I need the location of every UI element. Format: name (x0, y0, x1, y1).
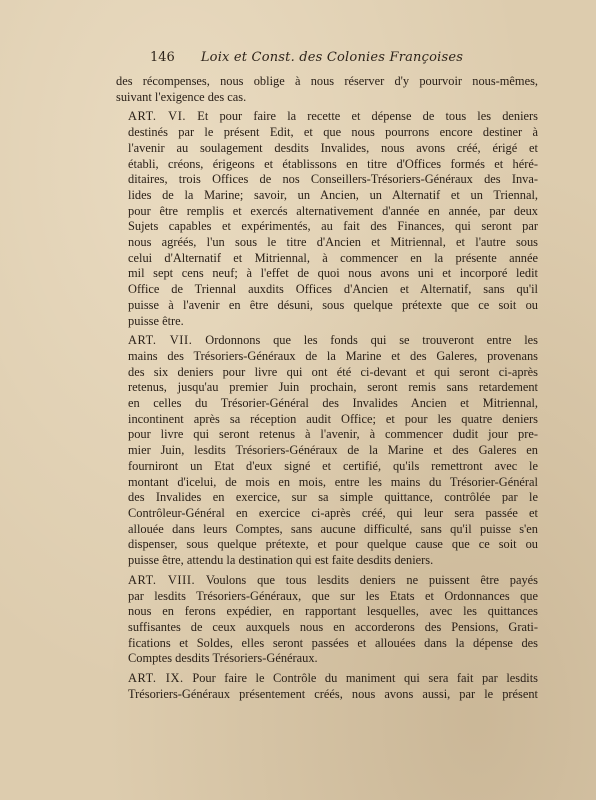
text-line: mains des Trésoriers-Généraux de la Marine et des Galeres, provenans (128, 348, 538, 363)
text-line: nous agréés, l'un sous le titre d'Ancien et Mitriennal, et l'autre sous (128, 235, 538, 250)
text-line: retenus, jusqu'au premier Juin prochain, seront remis sans retardement (128, 380, 538, 395)
text-line: Comptes desdits Trésoriers-Généraux. (128, 651, 318, 666)
text-line: des Invalides en exercice, sur sa simple quittance, contrôlée par le (128, 490, 538, 505)
text-line: Contrôleur-Général en exercice ci-après créé, qui leur sera passée et (128, 505, 538, 520)
text-line: ART. VI. Et pour faire la recette et dépense de tous les deniers (128, 109, 538, 124)
article-ix (116, 671, 538, 702)
text-line: pour livre qui seront retenus à l'avenir, à commencer dudit jour pre- (128, 427, 538, 442)
text-line: ART. VII. Ordonnons que les fonds qui se trouveront entre les (128, 333, 538, 348)
text-line: Sujets capables et expérimentés, au fait des Finances, qui seront par (128, 219, 538, 234)
article-label: ART. IX. (128, 671, 184, 686)
text-line: établi, créons, érigeons et établissons en titre d'Offices formés et héré- (128, 156, 538, 171)
text-line: pour être remplis et exercés alternativement d'année en année, par deux (128, 203, 538, 218)
article-label: ART. VIII. (128, 572, 196, 587)
text-line: Office de Triennal auxdits Offices d'Ancien et Alternatif, sans qu'il (128, 282, 538, 297)
text-line: suivant l'exigence des cas. (116, 89, 247, 104)
text-line: destinés par le présent Edit, et que nous pourrons encore destiner à (128, 125, 538, 140)
text-line: suffisantes de ceux auxquels nous en accorderons des Pensions, Grati- (128, 619, 538, 634)
text-line: incontinent après sa réception audit Office; et pour les quatre deniers (128, 411, 538, 426)
text-line: ART. VIII. Voulons que tous lesdits deniers ne puissent être payés (128, 572, 538, 587)
paragraph-continuation (116, 74, 538, 105)
text-line: par lesdits Trésoriers-Généraux, que sur les Etats et Ordonnances que (128, 588, 538, 603)
article-label: ART. VII. (128, 333, 193, 348)
article-viii (116, 573, 538, 667)
page-header (150, 50, 510, 65)
text-line: lides de la Marine; savoir, un Ancien, un Alternatif et un Triennal, (128, 187, 538, 202)
text-line: ART. IX. Pour faire le Contrôle du maniment qui sera fait par lesdits (128, 671, 538, 686)
text-line: mil sept cens neuf; à l'effet de quoi nous avons uni et incorporé ledit (128, 266, 538, 281)
text-line: fourniront un Etat d'eux signé et certifié, qu'ils remettront avec le (128, 458, 538, 473)
text-line: allouée dans leurs Comptes, sans aucune difficulté, sans qu'il puisse s'en (128, 521, 538, 536)
text-line: puisse être. (128, 313, 184, 328)
article-label: ART. VI. (128, 109, 187, 124)
text-line: puisse être, attendu la destination qui est faite desdits deniers. (128, 553, 434, 568)
text-line: fications et Soldes, elles seront passées et allouées dans la dépense des (128, 635, 538, 650)
text-line: nous en ferons expédier, en rapportant lesquelles, avec les quittances (128, 604, 538, 619)
text-line: en celles du Trésorier-Général des Invalides Ancien et Mitriennal, (128, 396, 538, 411)
text-line: des récompenses, nous oblige à nous réserver d'y pourvoir nous-mêmes, (116, 74, 538, 88)
text-line: dispenser, sous quelque prétexte, et pour quelque cause que ce soit ou (128, 537, 538, 552)
text-line: des six deniers pour livre qui ont été ci-devant et qui seront ci-après (128, 364, 538, 379)
text-line: montant d'icelui, de mois en mois, entre les mains du Trésorier-Général (128, 474, 538, 489)
text-line: Trésoriers-Généraux présentement créés, nous avons aussi, par le présent (128, 686, 538, 701)
text-line: celui d'Alternatif et Mitriennal, à commencer en la présente année (128, 250, 538, 265)
text-line: puisse à l'avenir en être désuni, sous quelque prétexte que ce soit ou (128, 297, 538, 312)
article-vi (116, 109, 538, 329)
text-line: mier Juin, lesdits Trésoriers-Généraux de la Marine et des Galeres en (128, 443, 538, 458)
page-number: 146 (150, 50, 175, 65)
article-vii (116, 333, 538, 569)
text-line: l'avenir au soulagement desdits Invalides, nous avons créé, érigé et (128, 140, 538, 155)
running-title: Loix et Const. des Colonies Françoises (200, 50, 464, 65)
text-line: ditaires, trois Offices de nos Conseillers-Trésoriers-Généraux des Inva- (128, 172, 538, 187)
body-text (116, 74, 538, 706)
